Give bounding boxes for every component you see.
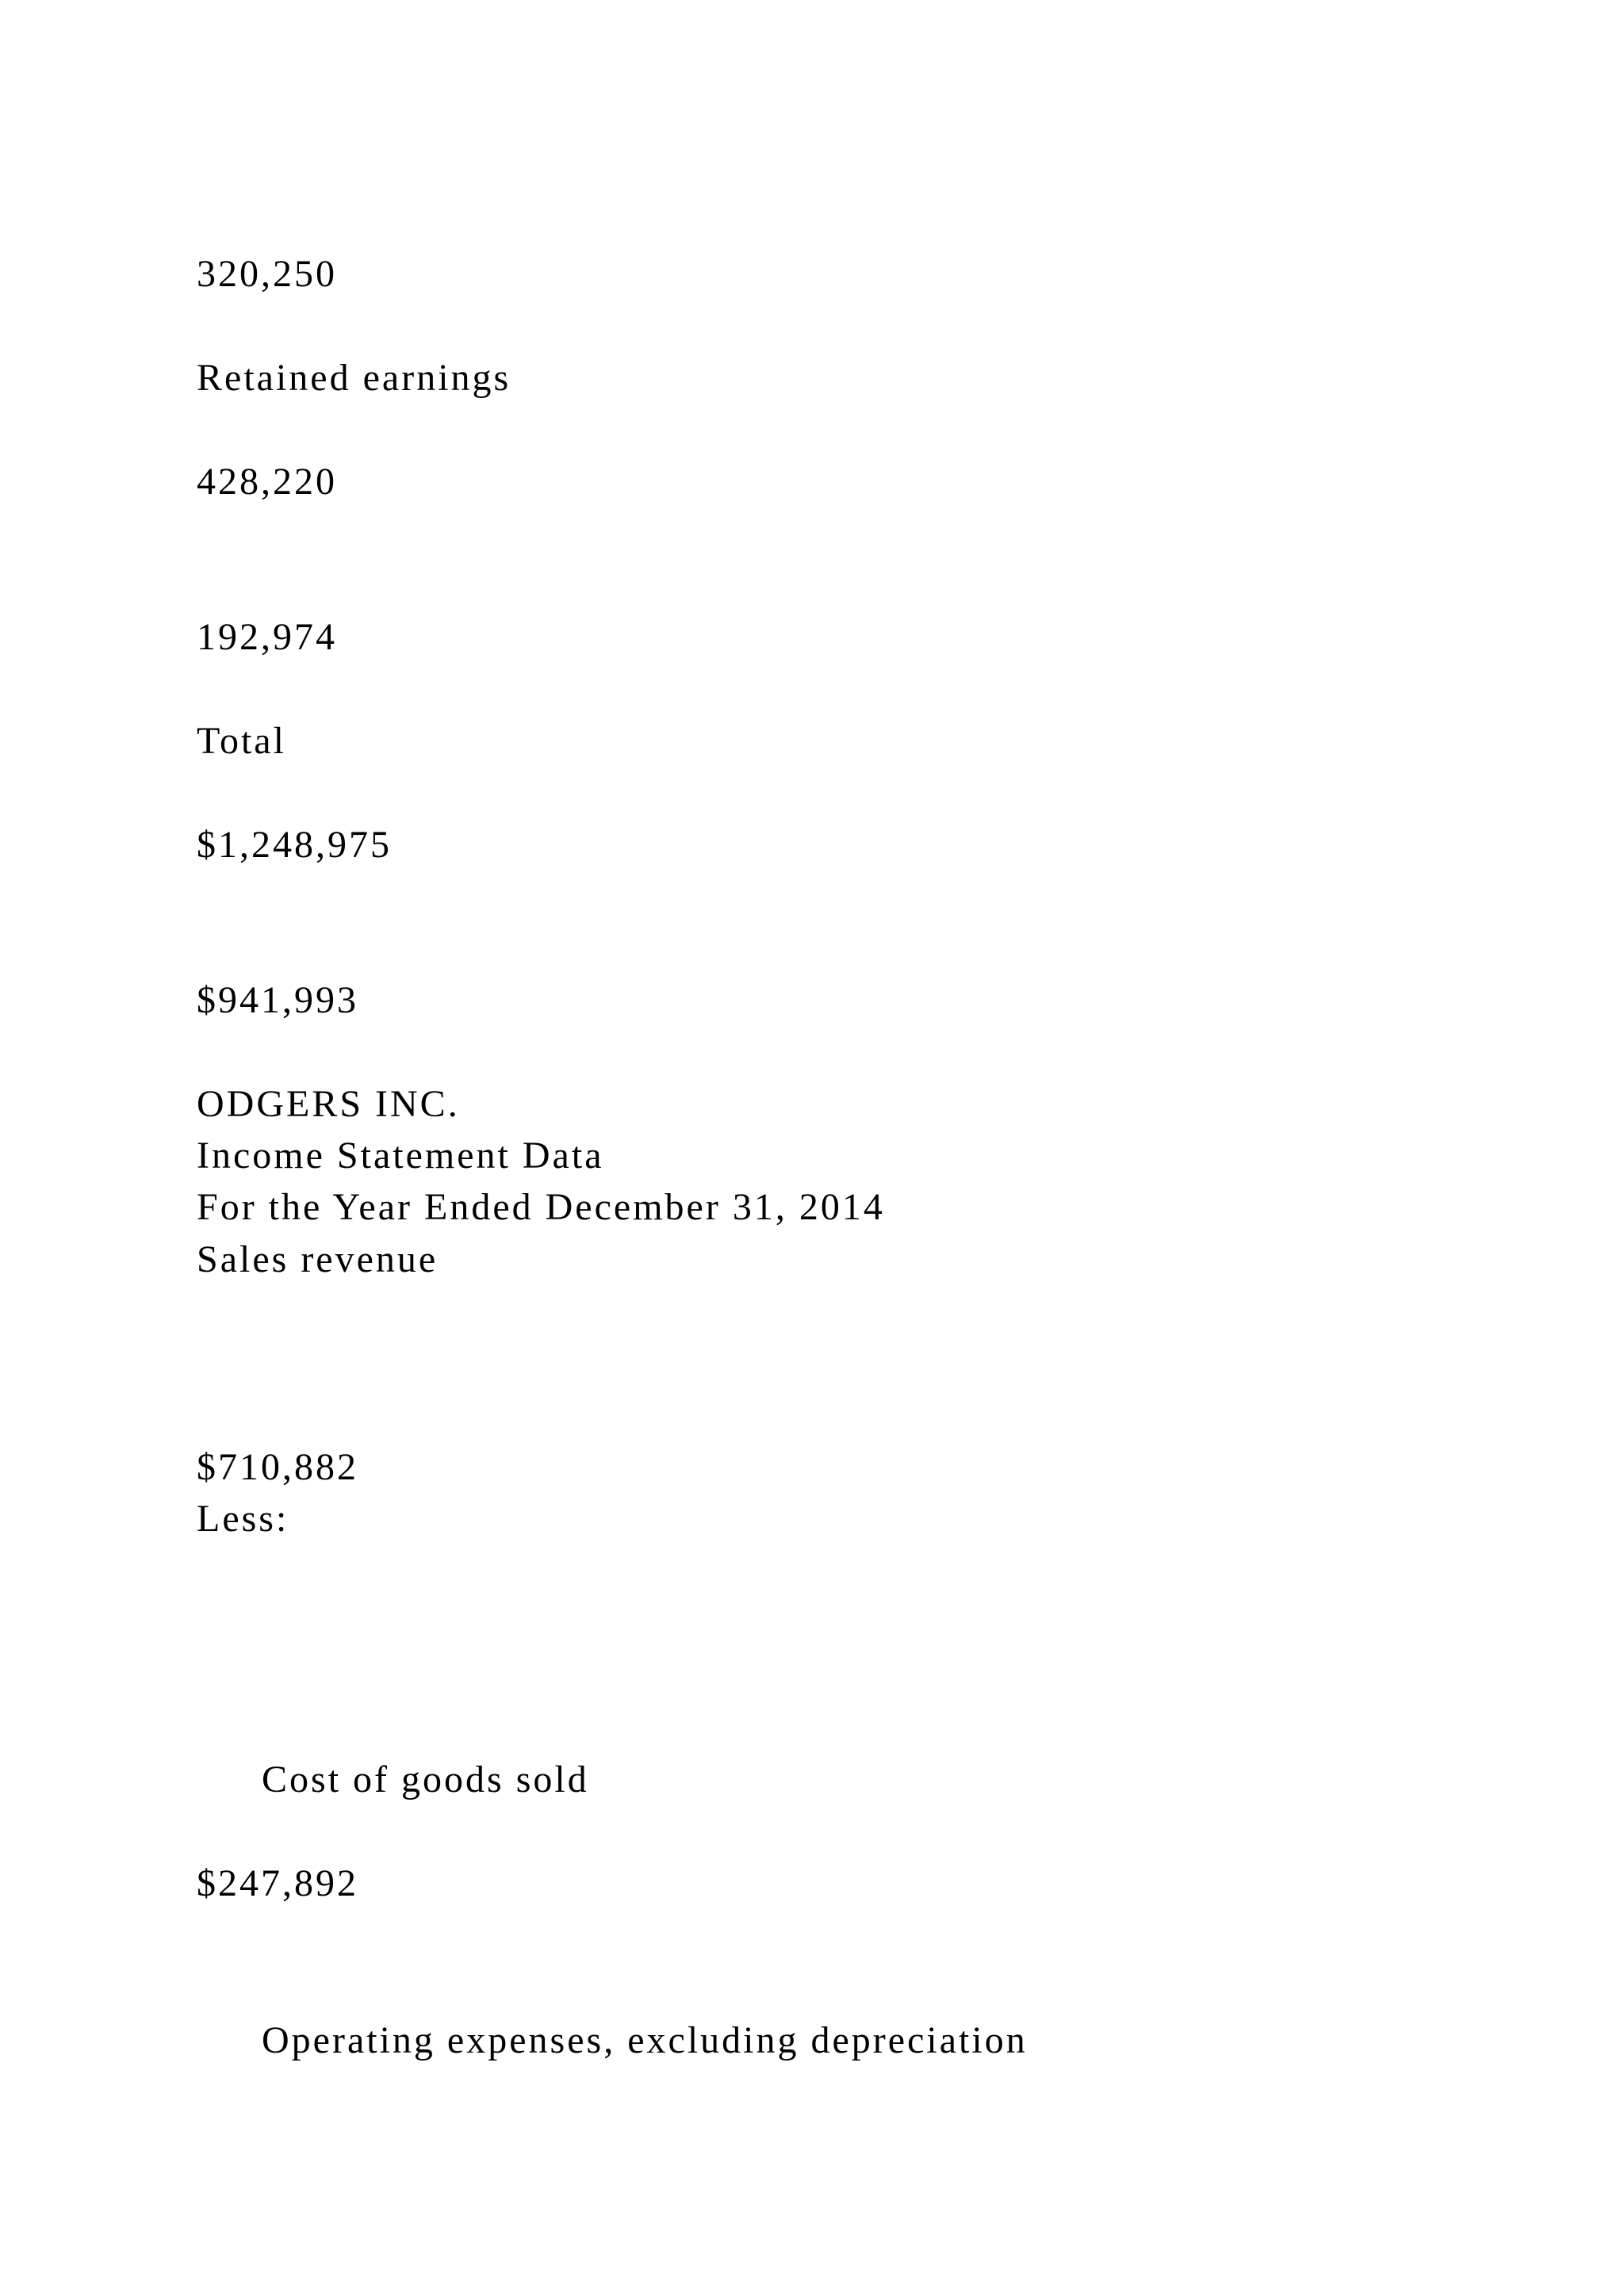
retained-earnings-label: Retained earnings: [197, 357, 511, 399]
total-2013: $941,993: [197, 979, 358, 1021]
common-stock-amount: 320,250: [197, 253, 337, 295]
sales-revenue-label: Sales revenue: [197, 1238, 439, 1280]
less-label: Less:: [197, 1498, 289, 1540]
retained-earnings-2014: 428,220: [197, 461, 337, 503]
statement-period: For the Year Ended December 31, 2014: [197, 1186, 885, 1228]
cogs-label: Cost of goods sold: [262, 1758, 589, 1800]
total-2014: $1,248,975: [197, 824, 392, 866]
cogs-amount: $247,892: [197, 1862, 358, 1904]
retained-earnings-2013: 192,974: [197, 616, 337, 658]
total-label: Total: [197, 720, 286, 762]
sales-revenue-amount: $710,882: [197, 1446, 358, 1488]
statement-title: Income Statement Data: [197, 1135, 604, 1177]
opex-label: Operating expenses, excluding depreciation: [262, 2019, 1028, 2061]
company-name: ODGERS INC.: [197, 1083, 460, 1125]
